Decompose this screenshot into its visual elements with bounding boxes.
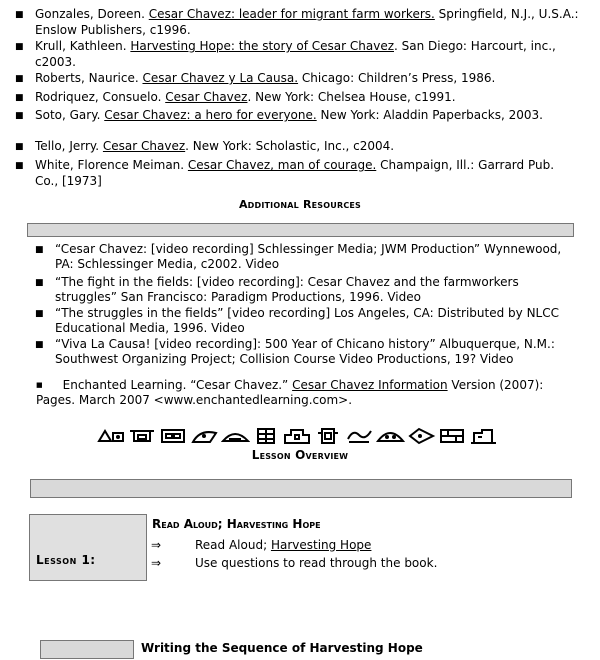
resource-item [35, 275, 580, 305]
bib-entry [15, 107, 580, 123]
bib-publisher: Springfield, N.J., U.S.A.: Enslow Publishers, c1996. [35, 7, 579, 37]
bullet-icon: ■ [35, 278, 44, 288]
bib-author: Roberts, Naurice. [35, 71, 143, 85]
aztec-glyph-strip [97, 425, 502, 447]
cesar-chavez-information-link[interactable]: Cesar Chavez Information [292, 378, 448, 392]
bib-author: White, Florence Meiman. [35, 158, 188, 172]
aztec-glyph-icon [407, 427, 436, 445]
aztec-glyph-icon [159, 427, 188, 445]
bullet-icon: ■ [15, 42, 24, 52]
step-text: Read Aloud; [195, 538, 271, 552]
bullet-icon: ■ [15, 93, 24, 103]
lesson-step [151, 554, 581, 572]
resource-web-item [36, 378, 576, 408]
bib-title: Cesar Chavez [102, 139, 186, 153]
bib-title: Cesar Chavez [165, 90, 248, 104]
bib-title: Cesar Chavez, man of courage. [187, 158, 377, 172]
arrow-right-icon: ⇒ [151, 556, 162, 570]
bib-entry [15, 6, 580, 38]
aztec-glyph-icon [469, 427, 498, 445]
aztec-glyph-icon [252, 427, 281, 445]
aztec-glyph-icon [97, 427, 126, 445]
bib-publisher: . New York: Chelsea House, c1991. [247, 90, 456, 104]
bib-entry [15, 38, 580, 70]
harvesting-hope-title: Harvesting Hope [270, 538, 372, 552]
section-divider-bar [27, 223, 574, 237]
aztec-glyph-icon [345, 427, 374, 445]
lesson-number: Lesson 1: [36, 553, 96, 567]
aztec-glyph-icon [376, 427, 405, 445]
lesson-step [151, 536, 581, 554]
bib-title: Cesar Chavez: leader for migrant farm workers. [148, 7, 435, 21]
bib-title: Cesar Chavez: a hero for everyone. [104, 108, 317, 122]
bib-author: Gonzales, Doreen. [35, 7, 149, 21]
small-bullet-icon: ■ [36, 381, 43, 389]
bullet-icon: ■ [35, 245, 44, 255]
bullet-icon: ■ [15, 74, 24, 84]
resource-text: “Viva La Causa! [video recording]: 500 Year of Chicano history” Albuquerque, N.M.: Southwest Organizing Project; Collision Course Video Productions, 19? Video [55, 337, 555, 366]
aztec-glyph-icon [221, 427, 250, 445]
bib-publisher: New York: Aladdin Paperbacks, 2003. [316, 108, 543, 122]
bib-author: Krull, Kathleen. [35, 39, 131, 53]
bib-entry [15, 138, 580, 154]
aztec-glyph-icon [128, 427, 157, 445]
bullet-icon: ■ [15, 161, 24, 171]
resource-text: “The struggles in the fields” [video recording] Los Angeles, CA: Distributed by NLCC Educational Media, 1996. Video [55, 306, 559, 335]
additional-resources-title: Additional Resources [238, 198, 362, 211]
next-section-box [40, 640, 134, 659]
bib-entry [15, 70, 580, 86]
lesson-heading: Read Aloud; Harvesting Hope [152, 517, 321, 531]
bullet-icon: ■ [15, 10, 24, 20]
resource-item [35, 337, 580, 367]
bullet-icon: ■ [35, 340, 44, 350]
bib-entry [15, 157, 580, 189]
bib-author: Rodriquez, Consuelo. [35, 90, 166, 104]
lesson-overview-title: Lesson Overview [251, 448, 349, 462]
bullet-icon: ■ [15, 142, 24, 152]
arrow-right-icon: ⇒ [151, 538, 162, 552]
aztec-glyph-icon [190, 427, 219, 445]
resource-web-text: Enchanted Learning. “Cesar Chavez.” [62, 378, 293, 392]
bib-title: Cesar Chavez y La Causa. [142, 71, 299, 85]
next-section-heading: Writing the Sequence of Harvesting Hope [141, 641, 423, 655]
bullet-icon: ■ [35, 309, 44, 319]
lesson-label-box [29, 514, 147, 581]
lesson-overview-bar [30, 479, 572, 498]
step-text: Use questions to read through the book. [195, 556, 438, 570]
resource-text: “Cesar Chavez: [video recording] Schlessinger Media; JWM Production” Wynnewood, PA: Schlessinger Media, c2002. Video [55, 242, 562, 271]
aztec-glyph-icon [438, 427, 467, 445]
bib-publisher: Champaign, Ill.: Garrard Pub. Co., [1973] [35, 158, 555, 188]
resource-item [35, 242, 580, 272]
bib-publisher: . San Diego: Harcourt, inc., c2003. [35, 39, 556, 69]
bib-entry [15, 89, 580, 105]
resource-text: “The fight in the fields: [video recording]: Cesar Chavez and the farmworkers struggles” San Francisco: Paradigm Productions, 1996. Video [55, 275, 519, 304]
resource-item [35, 306, 580, 336]
resource-web-version: Version (2007): Pages. March 2007 <www.enchantedlearning.com>. [36, 378, 544, 407]
bib-publisher: . New York: Scholastic, Inc., c2004. [185, 139, 395, 153]
bib-author: Soto, Gary. [35, 108, 105, 122]
aztec-glyph-icon [283, 427, 312, 445]
aztec-glyph-icon [314, 427, 343, 445]
bib-title: Harvesting Hope: the story of Cesar Chavez [130, 39, 394, 53]
bib-publisher: Chicago: Children’s Press, 1986. [298, 71, 496, 85]
bullet-icon: ■ [15, 111, 24, 121]
bib-author: Tello, Jerry. [35, 139, 103, 153]
